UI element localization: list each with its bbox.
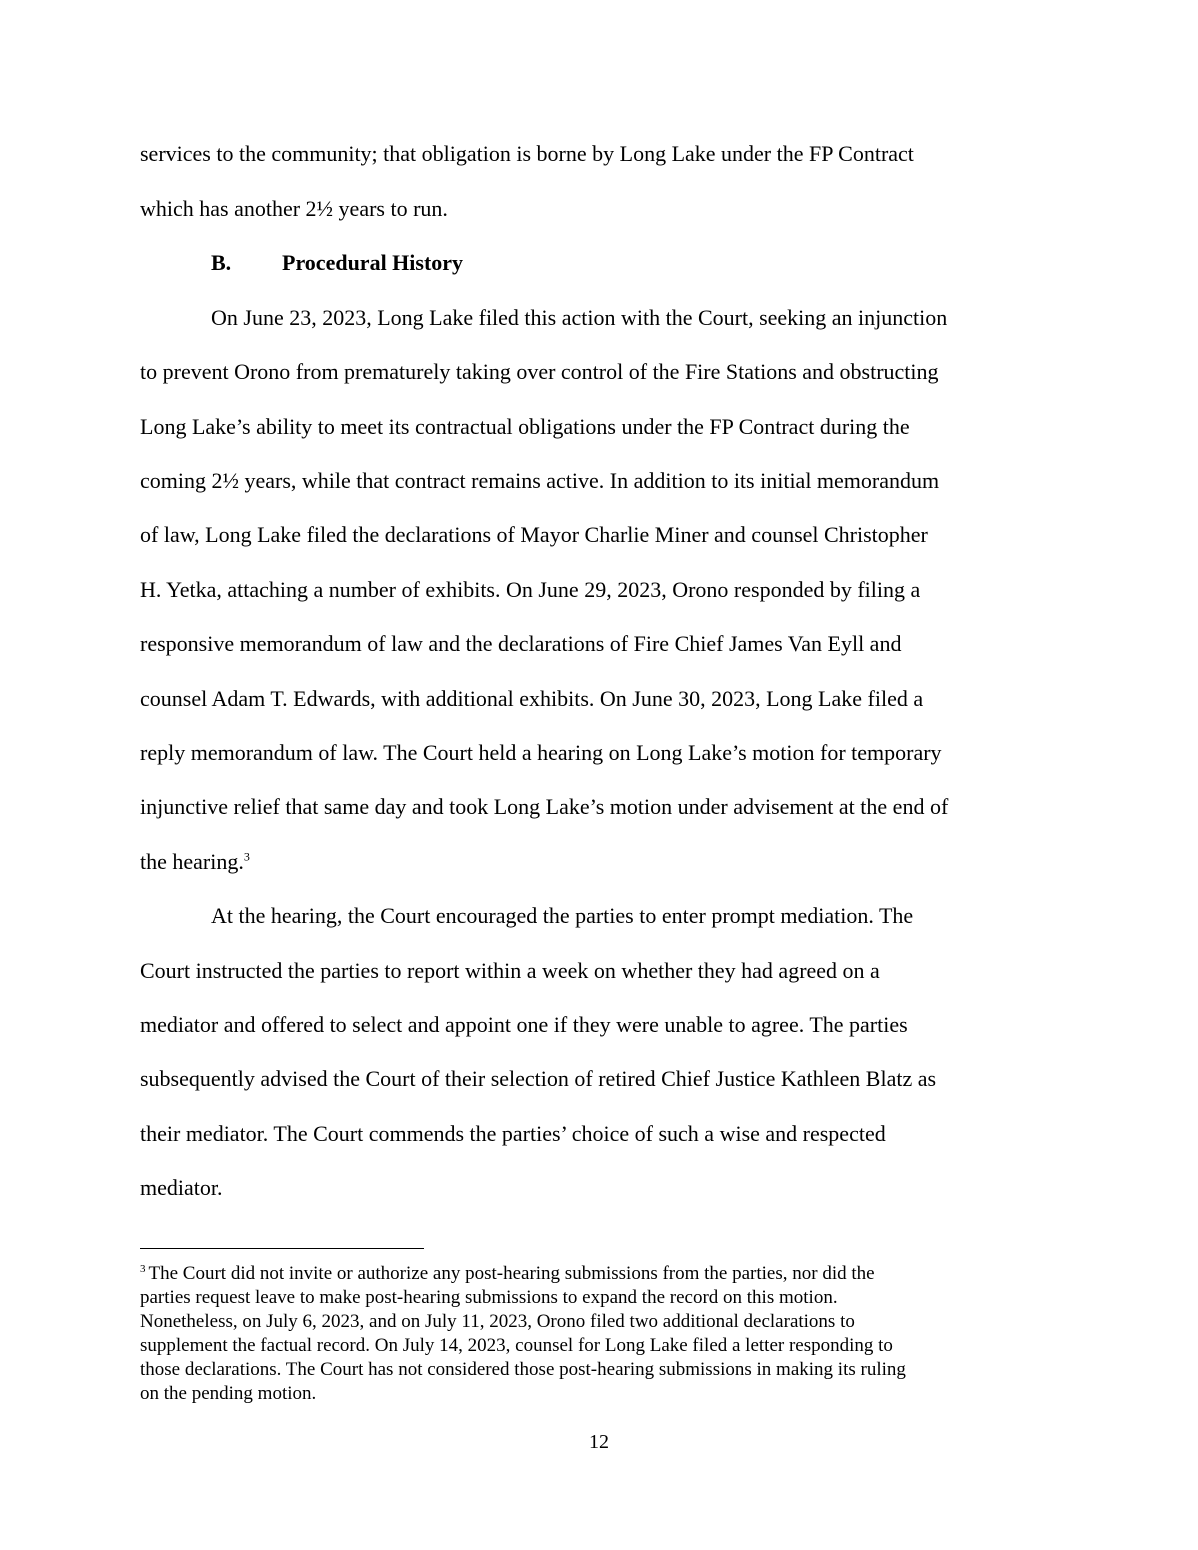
section-heading-letter: B. (211, 250, 232, 275)
page-number: 12 (589, 1431, 609, 1453)
body-text-segment: the hearing. (140, 849, 244, 874)
body-text-line: responsive memorandum of law and the declarations of Fire Chief James Van Eyll and (140, 631, 902, 656)
footnote-divider (140, 1248, 424, 1249)
footnote-line: those declarations. The Court has not considered those post-hearing submissions in making its ruling (140, 1359, 906, 1380)
body-text-line: H. Yetka, attaching a number of exhibits. On June 29, 2023, Orono responded by filing a (140, 577, 921, 602)
footnote-text: The Court did not invite or authorize any post-hearing submissions from the parties, nor did the (148, 1263, 875, 1284)
body-text-line: At the hearing, the Court encouraged the parties to enter prompt mediation. The (211, 903, 914, 928)
body-text-line: Long Lake’s ability to meet its contractual obligations under the FP Contract during the (140, 414, 910, 439)
body-text-line: mediator and offered to select and appoint one if they were unable to agree. The parties (140, 1012, 908, 1037)
body-text-line: subsequently advised the Court of their selection of retired Chief Justice Kathleen Blatz as (140, 1066, 937, 1091)
body-text-line: coming 2½ years, while that contract remains active. In addition to its initial memorandum (140, 468, 940, 493)
footnote-line: Nonetheless, on July 6, 2023, and on July 11, 2023, Orono filed two additional declarations to (140, 1311, 855, 1332)
footnote-line: supplement the factual record. On July 14, 2023, counsel for Long Lake filed a letter responding to (140, 1335, 893, 1356)
body-text-line: their mediator. The Court commends the parties’ choice of such a wise and respected (140, 1121, 886, 1146)
body-text-line: which has another 2½ years to run. (140, 196, 448, 221)
body-text-line: reply memorandum of law. The Court held a hearing on Long Lake’s motion for temporary (140, 740, 942, 765)
footnote-line: parties request leave to make post-hearing submissions to expand the record on this motion. (140, 1287, 838, 1308)
footnote-line (140, 1263, 1070, 1285)
body-text-line: On June 23, 2023, Long Lake filed this action with the Court, seeking an injunction (211, 305, 948, 330)
body-text-line: of law, Long Lake filed the declarations of Mayor Charlie Miner and counsel Christopher (140, 522, 928, 547)
footnote-line: on the pending motion. (140, 1383, 317, 1404)
body-text-line: injunctive relief that same day and took Long Lake’s motion under advisement at the end of (140, 794, 949, 819)
section-heading (211, 249, 1131, 277)
footnote-reference[interactable]: 3 (243, 849, 250, 864)
footnote-number: 3 (140, 1262, 146, 1275)
body-text-line (140, 848, 1060, 876)
section-heading-title: Procedural History (282, 250, 464, 275)
body-text-line: services to the community; that obligation is borne by Long Lake under the FP Contract (140, 141, 914, 166)
body-text-line: Court instructed the parties to report within a week on whether they had agreed on a (140, 958, 880, 983)
body-text-line: to prevent Orono from prematurely taking over control of the Fire Stations and obstructing (140, 359, 939, 384)
body-text-line: counsel Adam T. Edwards, with additional exhibits. On June 30, 2023, Long Lake filed a (140, 686, 924, 711)
body-text-line: mediator. (140, 1175, 223, 1200)
